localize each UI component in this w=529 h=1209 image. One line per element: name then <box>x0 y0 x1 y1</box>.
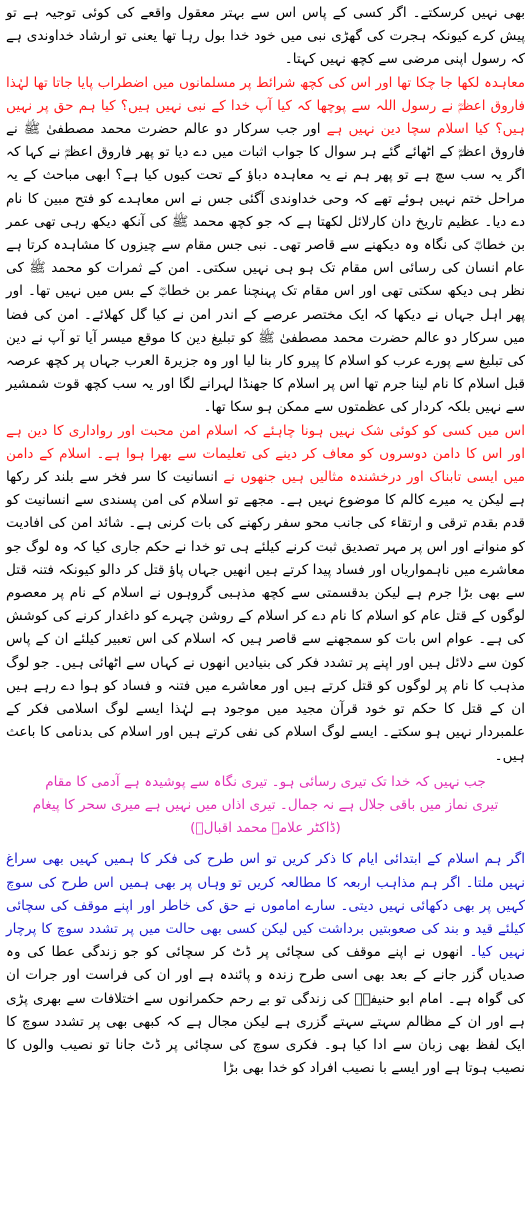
poem-line: جب نہیں کہ خدا تک تیری رسائی ہو۔ تیری نگاہ سے پوشیدہ ہے آدمی کا مقام <box>45 773 486 790</box>
article-paragraph <box>6 848 525 1080</box>
highlighted-text-red: اس میں کسی کو کوئی شک نہیں ہونا چاہئے کہ اسلام امن محبت اور رواداری کا دین ہے اور اس کا دامن دوسروں کو معاف کر دینے کی تعلیمات سے بھرا ہوا ہے۔ اسلام کے دامن میں ایسی تابناک اور درخشندہ مثالیں ہیں جنھوں نے <box>6 422 525 486</box>
article-paragraph <box>6 420 525 768</box>
poem-block <box>6 771 525 841</box>
paragraph-text: انسانیت کا سر فخر سے بلند کر رکھا ہے لیکن یہ میرے کالم کا موضوع نہیں ہے۔ مجھے تو اسلام کی امن پسندی سے انسانیت کو قدم بقدم ترقی و ارتقاء کی جانب محو سفر رکھنے کی بات کرنی ہے۔ شائد امن کی افادیت کو منوانے اور اس پر مہر تصدیق ثبت کرنے کیلئے ہی تو خدا نے حکم جاری کیا کہ وہ لوگ جو معاشرے میں ناہمواریاں اور فساد پیدا کرتے ہیں انھیں جہاں پاؤ قتل کر دالو کیونکہ فتنہ قتل سے بھی بڑا جرم ہے لیکن بدقسمتی سے کچھ مذہبی گروہوں نے اسلام کے نام پر معصوم لوگوں کے قتل عام کو اسلام کا نام دے کر اسلام کے روشن چہرے کو داغدار کرنے کی کوشش کی ہے۔ عوام اس بات کو سمجھنے سے قاصر ہیں کہ اسلام کی اس تعبیر کیلئے ان کے پاس کون سے دلائل ہیں اور اپنے پر تشدد فکر کی بنیادیں انھوں نے کہاں سے اٹھائی ہیں۔ جو لوگ مذہب کا نام پر لوگوں کو قتل کرتے ہیں اور معاشرے میں فتنہ و فساد کو ہوا دے رہے ہیں ان کے قتل کا حکم تو خود قرآن مجید میں موجود ہے لہٰذا ایسے لوگ اسلامی فکر کے علمبردار نہیں ہو سکتے۔ ایسے لوگ اسلام کی نفی کرتے ہیں اور اسلام کی بدنامی کا باعث ہیں۔ <box>6 469 525 764</box>
highlighted-text-red: معاہدہ لکھا جا چکا تھا اور اس کی کچھ شرائط پر مسلمانوں میں اضطراب پایا جاتا تھا لہٰذا فاروق اعظمؓ نے رسول اللہ سے پوچھا کہ کیا آپ خدا کے نبی نہیں ہیں؟ کیا ہم حق پر نہیں ہیں؟ کیا اسلام سچا دین نہیں ہے <box>6 74 525 138</box>
poem-attribution: (ڈاکٹر علامہ محمد اقبالؒ) <box>190 820 341 837</box>
article-paragraph <box>6 72 525 420</box>
article-paragraph <box>6 2 525 72</box>
paragraph-text: انھوں نے اپنے موقف کی سچائی پر ڈٹ کر سچائی کو جو زندگی عطا کی وہ صدیاں گزر جانے کے بعد بھی اسی طرح زندہ و پائندہ ہے اور ان کی فراست اور جرات ان کی گواہ ہے۔ امام ابو حنیفہؒ کی زندگی تو بے رحم حکمرانوں سے اختلافات سے بھری پڑی ہے اور ان کے مظالم سہتے سہتے گزری ہے لیکن مجال ہے کہ کبھی بھی پر تشدد سوچ کا ایک لفظ بھی زبان سے ادا کیا ہو۔ فکری سوچ کی سچائی پر ڈٹ جانا تو نصیب والوں کا نصیب ہوتا ہے اور ایسے با نصیب افراد کو خدا بھی بڑا <box>6 944 525 1077</box>
paragraph-text: بھی نہیں کرسکتے۔ اگر کسی کے پاس اس سے بہتر معقول واقعے کی کوئی توجیہ ہے تو پیش کرے کیونکہ ہجرت کی گھڑی نبی میں خود خدا بول رہا تھا یعنی تو ارشاد خداوندی ہے کہ رسول اپنی مرضی سے کچھ نہیں کہتا۔ <box>6 5 525 68</box>
poem-line: تیری نماز میں باقی جلال ہے نہ جمال۔ تیری اذاں میں نہیں ہے میری سحر کا پیغام <box>32 796 499 813</box>
highlighted-text-blue: اگر ہم اسلام کے ابتدائی ایام کا ذکر کریں تو اس طرح کی فکر کا ہمیں کہیں بھی سراغ نہیں ملتا۔ اگر ہم مذاہب اربعہ کا مطالعہ کریں تو وہاں پر بھی ہمیں اس طرح کی سوچ کہیں پر بھی دکھائی نہیں دیتی۔ سارے اماموں نے حق کی خاطر اور اپنے موقف کی سچائی کیلئے قید و بند کی صعوبتیں برداشت کیں لیکن کسی بھی حالت میں پر تشدد سوچ کا پرچار نہیں کیا۔ <box>6 851 525 961</box>
article-page <box>6 0 525 1209</box>
paragraph-text: اور جب سرکار دو عالم حضرت محمد مصطفیٰ ﷺ نے فاروق اعظمؓ کے اٹھائے گئے ہر سوال کا جواب اثبات میں دے دیا تو پھر فاروق اعظمؓ نے کہا کہ اگر یہ سب سچ ہے تو پھر ہم نے یہ معاہدہ دباؤ کے تحت کیوں کیا ہے؟ ابھی مباحث کے یہ مراحل ختم نہیں ہوئے تھے کہ وحی خداوندی آگئی جس نے اس معاہدے کو فتح مبین کا نام دے دیا۔ عظیم تاریخ دان کارلائل لکھتا ہے کہ جو کچھ محمد ﷺ کی آنکھ دیکھ رہی تھی عمر بن خطابؓ کی نگاہ وہ دیکھنے سے قاصر تھی۔ نبی جس مقام سے چیزوں کا مشاہدہ کرتا ہے عام انسان کی رسائی اس مقام تک ہو ہی نہیں سکتی۔ امن کے ثمرات کو محمد ﷺ کی نظر ہی دیکھ سکتی تھی اور اس مقام تک پہنچنا عمر بن خطابؓ کے بس میں نہیں تھا۔ اور پھر اہل جہاں نے دیکھا کہ ایک مختصر عرصے کے اندر امن نے کیا گل کھلائے۔ امن کی فضا میں سرکار دو عالم حضرت محمد مصطفیٰ ﷺ کو تبلیغ دین کا موقع میسر آیا تو آپ نے دین کی تبلیغ سے پورے عرب کو اسلام کا پیرو کار بنا لیا اور وہ جزیرۃ العرب جہاں پر کچھ عرصہ قبل اسلام کا نام لینا جرم تھا اس پر اسلام کا جھنڈا لہرانے لگا اور یہ سب کچھ قوت شمشیر سے نہیں بلکہ کردار کی عظمتوں سے ممکن ہو سکا تھا۔ <box>6 121 525 416</box>
